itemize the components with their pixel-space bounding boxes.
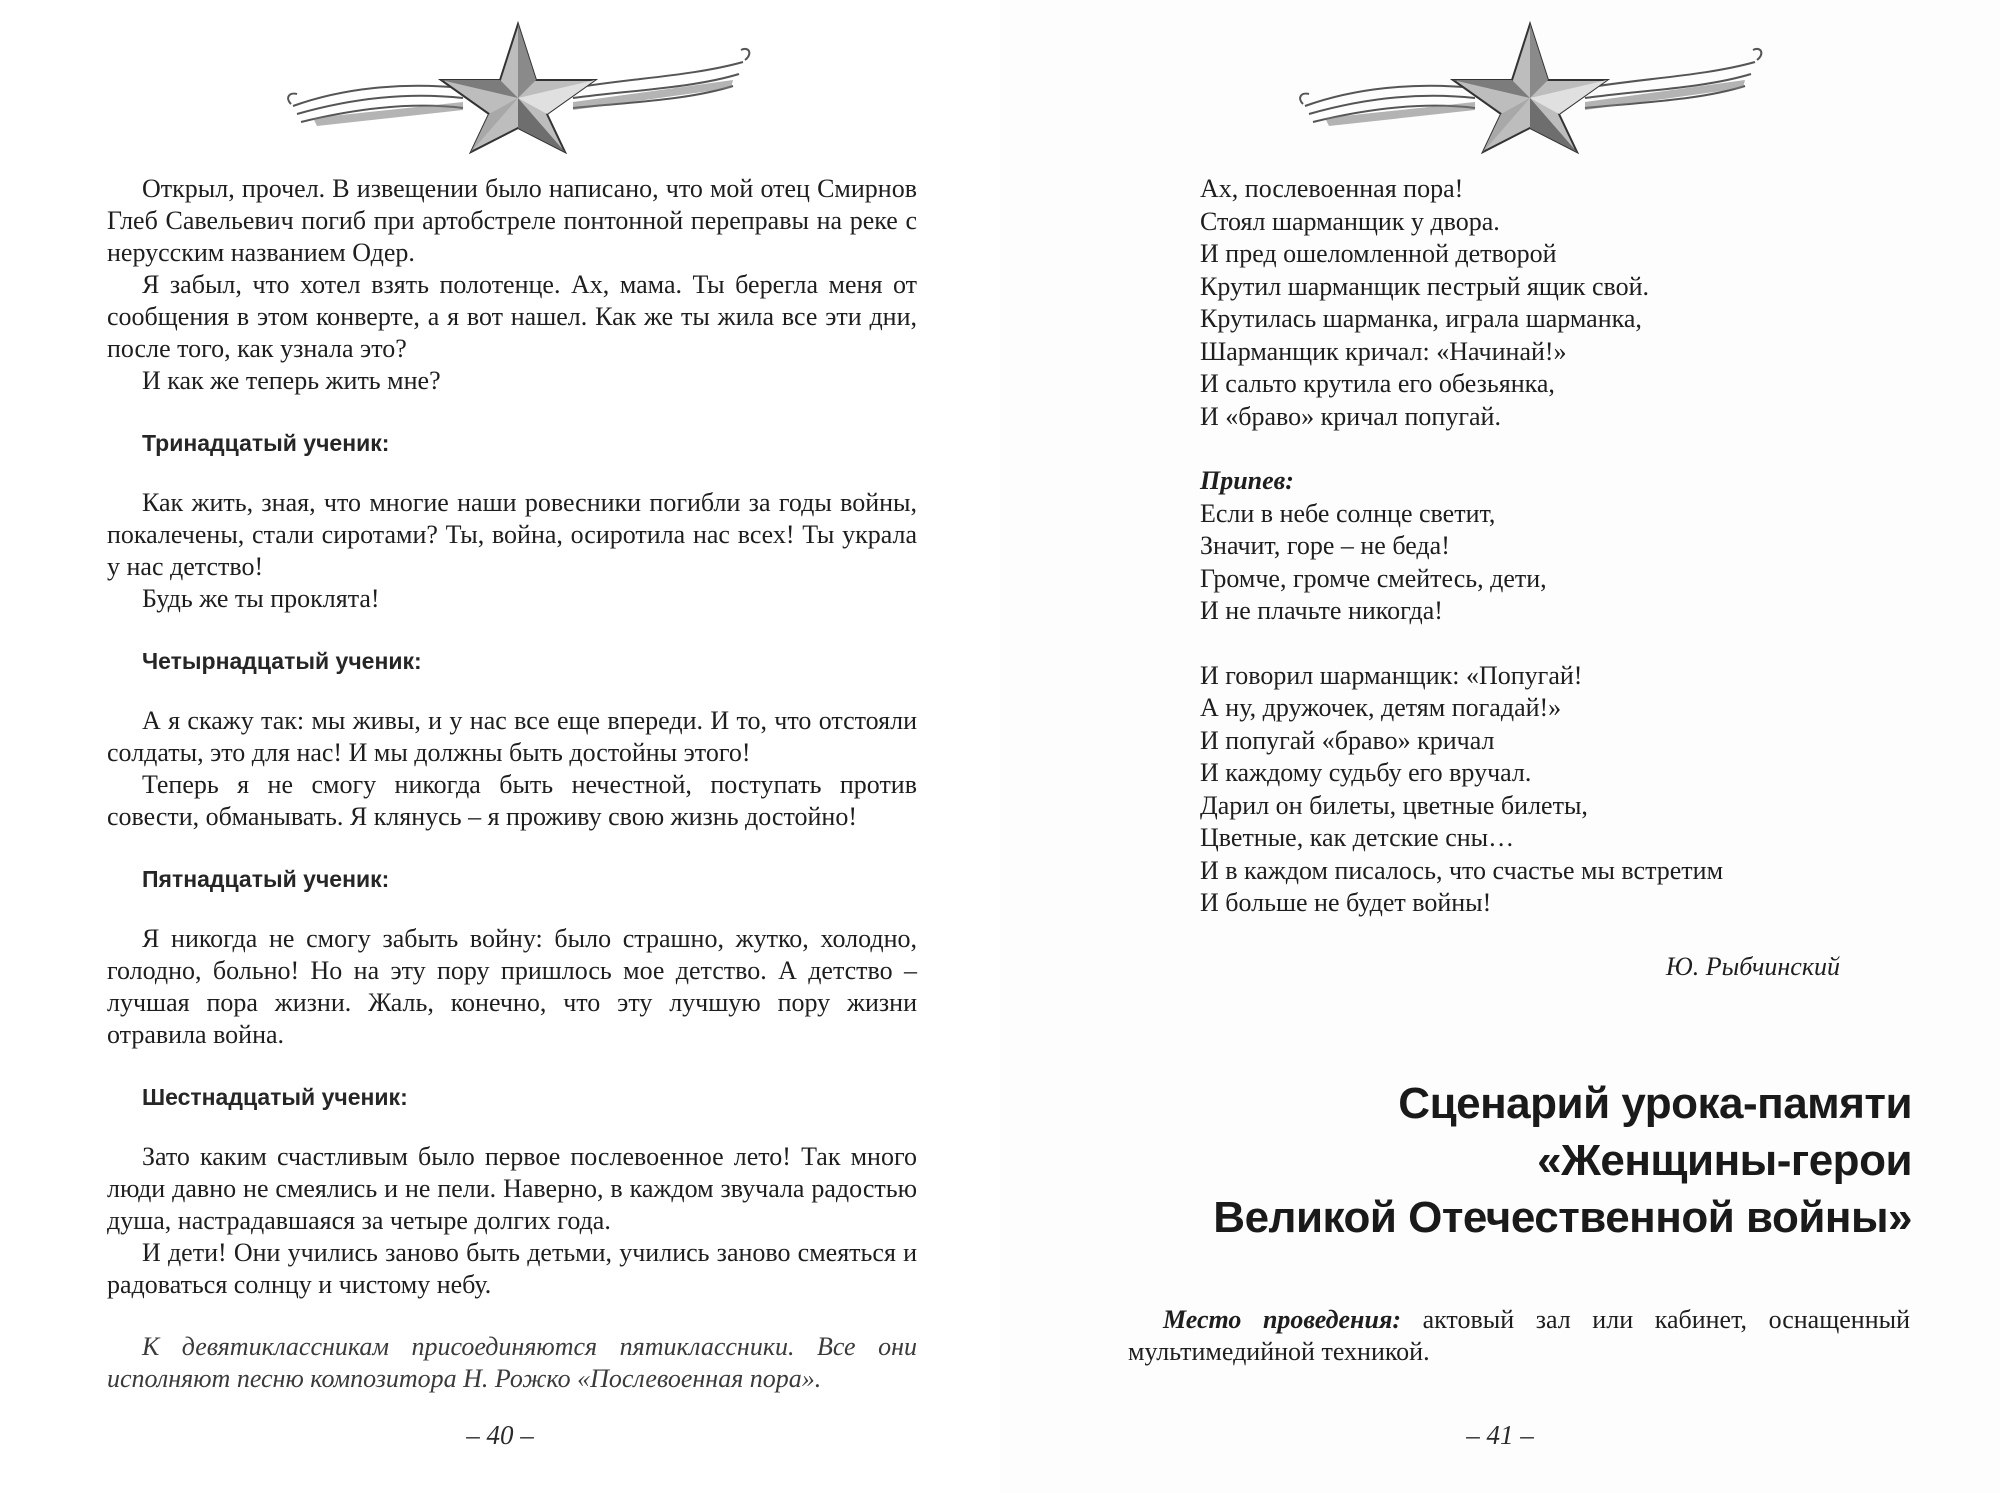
verse-line: И в каждом писалось, что счастье мы встретим (1200, 855, 1724, 885)
page-number: – 41 – (1466, 1420, 1534, 1450)
paragraph: И дети! Они учились заново быть детьми, учились заново смеяться и радоваться солнцу и чистому небу. (107, 1238, 917, 1299)
paragraph: А я скажу так: мы живы, и у нас все еще впереди. И то, что отстояли солдаты, это для нас! И мы должны быть достойны этого! (107, 706, 917, 767)
verse-line: А ну, дружочек, детям погадай!» (1200, 693, 1562, 722)
verse-line: И говорил шарманщик: «Попугай! (1200, 660, 1583, 690)
verse-line: Шарманщик кричал: «Начинай!» (1200, 336, 1567, 366)
speaker-heading: Четырнадцатый ученик: (142, 648, 422, 674)
refrain-line: И не плачьте никогда! (1200, 596, 1443, 625)
star-ribbon-ornament (1295, 18, 1765, 158)
speaker-heading: Шестнадцатый ученик: (142, 1084, 408, 1110)
paragraph: И как же теперь жить мне? (142, 366, 441, 395)
verse-line: И пред ошеломленной детворой (1200, 239, 1557, 268)
scenario-title (1150, 1075, 1912, 1246)
verse-line: Цветные, как детские сны… (1200, 823, 1515, 852)
speaker-heading: Тринадцатый ученик: (142, 430, 390, 456)
paragraph: Я забыл, что хотел взять полотенце. Ах, мама. Ты берегла меня от сообщения в этом конверте, а я вот нашел. Как же ты жила все эти дни, после того, как узнала это? (107, 270, 917, 363)
paragraph: Открыл, прочел. В извещении было написано, что мой отец Смирнов Глеб Савельевич погиб при артобстреле понтонной переправы на реке с нерусским названием Одер. (107, 174, 917, 267)
verse-line: Дарил он билеты, цветные билеты, (1200, 790, 1588, 820)
right-page (1000, 0, 2000, 1493)
verse-line: И сальто крутила его обезьянка, (1200, 369, 1555, 398)
speaker-heading: Пятнадцатый ученик: (142, 866, 390, 892)
star-ribbon-ornament (283, 18, 753, 158)
verse-line: Крутилась шарманка, играла шарманка, (1200, 304, 1642, 333)
verse-line: И каждому судьбу его вручал. (1200, 758, 1532, 787)
verse-line: Стоял шарманщик у двора. (1200, 206, 1500, 236)
venue-paragraph (1128, 1304, 1910, 1368)
paragraph: Я никогда не смогу забыть войну: было страшно, жутко, холодно, голодно, больно! Но на эту пору пришлось мое детство. А детство – лучшая пора жизни. Жаль, конечно, что эту лучшую пору жизни отравила война. (107, 924, 917, 1049)
stage-direction: К девятиклассникам присоединяются пятиклассники. Все они исполняют песню композитора Н. Рожко «Послевоенная пора». (107, 1332, 917, 1393)
verse-line: И попугай «браво» кричал (1200, 725, 1495, 755)
verse-line: И «браво» кричал попугай. (1200, 401, 1501, 431)
title-line: Сценарий урока-памяти (1398, 1079, 1912, 1128)
paragraph: Как жить, зная, что многие наши ровесники погибли за годы войны, покалечены, стали сиротами? Ты, война, осиротила нас всех! Ты украла у нас детство! (107, 488, 917, 581)
refrain-line: Значит, горе – не беда! (1200, 531, 1450, 560)
paragraph: Теперь я не смогу никогда быть нечестной, поступать против совести, обманывать. Я клянусь – я проживу свою жизнь достойно! (107, 770, 917, 831)
title-line: Великой Отечественной войны» (1213, 1193, 1912, 1242)
venue-text: актовый зал или кабинет, оснащенный мультимедийной техникой. (1128, 1305, 1910, 1366)
page-number: – 40 – (466, 1420, 534, 1450)
verse-line: Ах, послевоенная пора! (1200, 174, 1464, 203)
left-page-body (107, 173, 917, 1395)
refrain-label: Припев: (1200, 466, 1294, 495)
song-author: Ю. Рыбчинский (1665, 952, 1840, 981)
verse-line: Крутил шарманщик пестрый ящик свой. (1200, 271, 1649, 301)
refrain-line: Громче, громче смейтесь, дети, (1200, 563, 1547, 593)
stanza-gap (1200, 628, 1920, 660)
venue-label: Место проведения: (1163, 1305, 1401, 1334)
paragraph: Будь же ты проклята! (142, 584, 380, 613)
paragraph: Зато каким счастливым было первое послевоенное лето! Так много люди давно не смеялись и не пели. Наверно, в каждом звучала радостью душа, настрадавшаяся за четыре долгих года. (107, 1142, 917, 1235)
title-line: «Женщины-герои (1537, 1136, 1912, 1185)
verse-line: И больше не будет войны! (1200, 888, 1492, 917)
refrain-line: Если в небе солнце светит, (1200, 498, 1496, 528)
song-lyrics (1200, 173, 1920, 920)
